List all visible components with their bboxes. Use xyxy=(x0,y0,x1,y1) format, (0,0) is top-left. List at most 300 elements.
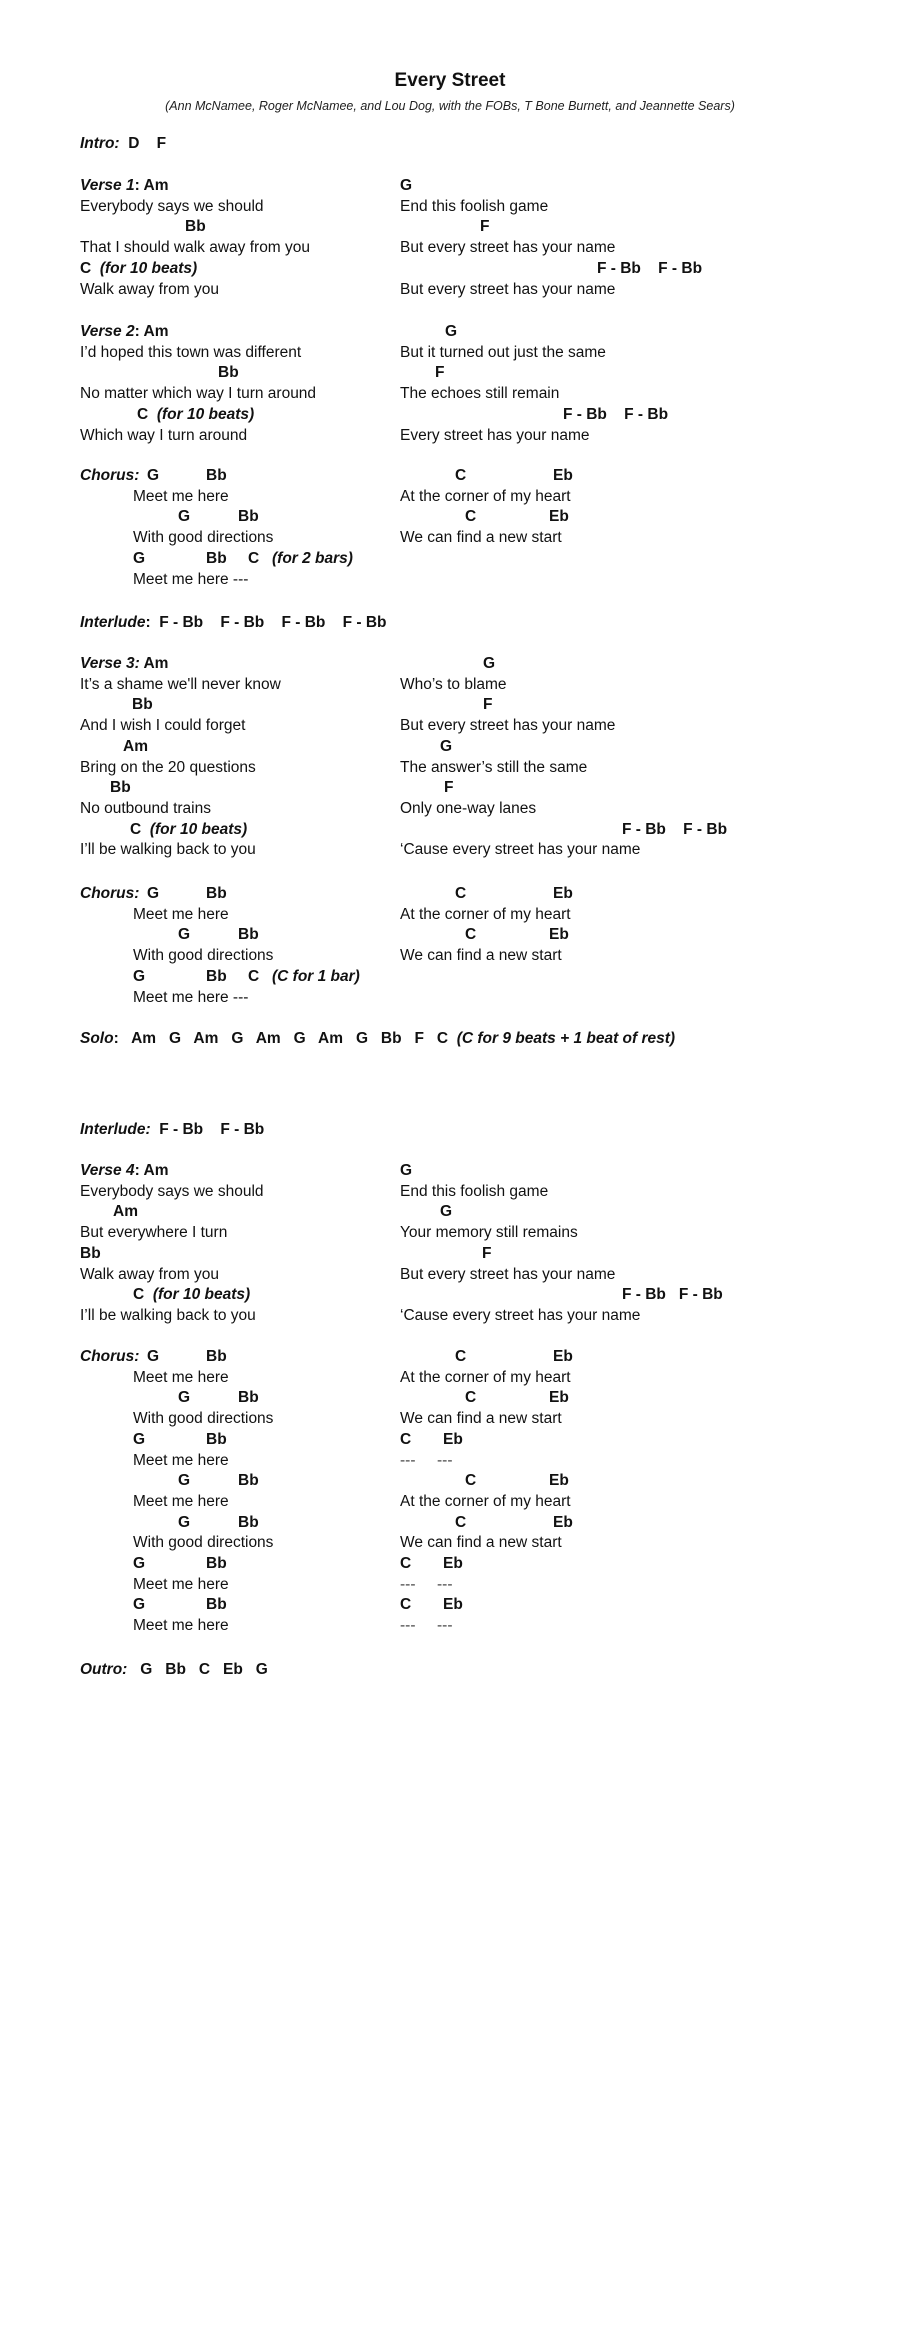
chord-text: C xyxy=(248,967,260,985)
chord xyxy=(465,1471,476,1491)
chord xyxy=(238,1471,259,1491)
chord-line xyxy=(80,259,197,279)
colon: : xyxy=(134,1162,140,1179)
colon: : xyxy=(113,1030,119,1047)
chord-line-text: F - Bb F - Bb xyxy=(563,405,669,423)
chord-text: C xyxy=(455,1348,467,1365)
chord-text: Eb xyxy=(553,467,573,484)
lyric-line xyxy=(400,1223,578,1243)
chord-text: C xyxy=(465,508,477,526)
chord-text: Bb xyxy=(206,967,227,985)
chord xyxy=(238,925,259,945)
chord-text: Eb xyxy=(443,1430,463,1448)
chord-line-text: F - Bb F - Bb xyxy=(622,1286,723,1304)
lyric-line-text: No outbound trains xyxy=(80,799,211,817)
chord-text: Eb xyxy=(443,1555,463,1572)
chord-note: (for 10 beats) xyxy=(91,259,198,277)
chord-line-text: F xyxy=(480,218,490,236)
chord-line xyxy=(132,695,153,715)
chord-text: C xyxy=(400,1430,412,1448)
section-label-text: Chorus: xyxy=(80,1348,140,1365)
lyric-line-text: We can find a new start xyxy=(400,1410,562,1428)
lyric-line xyxy=(400,384,559,404)
lyric-line-text: At the corner of my heart xyxy=(400,1492,571,1510)
chord-line-text: F xyxy=(483,696,493,714)
chord-line xyxy=(400,176,412,196)
lyric-line-text: But every street has your name xyxy=(400,1265,616,1283)
lyric-line xyxy=(133,988,248,1008)
verse2-label-line xyxy=(80,322,168,342)
lyric-line xyxy=(400,1182,548,1202)
lyric-line xyxy=(80,716,245,736)
solo-chord: Am xyxy=(118,1030,157,1047)
rest-marks xyxy=(400,1451,453,1471)
chord-note xyxy=(272,549,353,569)
lyric-line-text: Meet me here --- xyxy=(133,570,249,588)
chord-line xyxy=(80,1244,101,1264)
verse1-label-line xyxy=(80,176,168,196)
lyric-line xyxy=(133,946,273,966)
lyric-line-text: Who’s to blame xyxy=(400,675,507,693)
chord-line-text: F xyxy=(482,1244,492,1262)
lyric-line xyxy=(133,1409,273,1429)
lyric-line xyxy=(400,280,615,300)
chord xyxy=(553,1347,573,1367)
chord xyxy=(206,1554,227,1574)
section-label: Verse 2 xyxy=(80,323,135,340)
lyric-line-text: Meet me here --- xyxy=(133,988,249,1006)
lyric-line xyxy=(133,1492,229,1512)
lyric-line xyxy=(80,197,264,217)
lyric-line-text: With good directions xyxy=(133,529,274,547)
chord-text: C xyxy=(455,1513,467,1531)
lyric-line-text: We can find a new start xyxy=(400,1534,562,1552)
chord xyxy=(133,549,145,569)
chord-text: G xyxy=(178,508,191,526)
lyric-line xyxy=(400,487,571,507)
chord xyxy=(206,1595,227,1615)
chord-text: G xyxy=(133,1596,146,1614)
chord-line xyxy=(563,405,668,425)
chord xyxy=(238,1388,259,1408)
lyric-line xyxy=(400,426,590,446)
chord-line xyxy=(110,778,131,798)
solo-chord: Am xyxy=(305,1030,344,1047)
lyric-line-text: Bring on the 20 questions xyxy=(80,758,256,776)
lyric-line-text: Walk away from you xyxy=(80,280,219,298)
lyric-line xyxy=(400,1306,640,1326)
chord xyxy=(553,466,573,486)
lyric-line xyxy=(133,570,248,590)
chord-note: (for 10 beats) xyxy=(141,820,248,838)
lyric-line xyxy=(80,758,256,778)
lyric-line xyxy=(400,238,615,258)
lyric-line xyxy=(80,238,310,258)
chord-line-text: G xyxy=(400,177,413,194)
section-label xyxy=(80,466,139,486)
lyric-line-text: Your memory still remains xyxy=(400,1224,578,1242)
lyric-line xyxy=(80,799,211,819)
chord-text: Eb xyxy=(553,885,573,902)
lyric-line-text: And I wish I could forget xyxy=(80,717,246,735)
lyric-line xyxy=(80,1182,264,1202)
chord-text: G xyxy=(178,926,191,944)
chord-text: Eb xyxy=(443,1596,463,1614)
chord-line-text: G xyxy=(400,1162,413,1179)
chord-line xyxy=(435,363,444,383)
chord xyxy=(465,1388,476,1408)
chord: C xyxy=(130,820,142,838)
chord-text: Eb xyxy=(553,1348,573,1365)
chord-text: G xyxy=(133,967,146,985)
chord: Bb xyxy=(132,696,153,714)
chord-text: C xyxy=(455,885,467,902)
chord-line-text: F xyxy=(435,364,445,382)
lyric-line xyxy=(80,343,301,363)
chord: Am xyxy=(139,1162,169,1179)
chord: C xyxy=(133,1286,145,1304)
lyric-line xyxy=(133,1575,229,1595)
chord-line-text: G xyxy=(440,737,453,755)
chord-text: Bb xyxy=(206,1596,227,1614)
lyric-line-text: Walk away from you xyxy=(80,1265,219,1283)
chord-text: C xyxy=(465,1472,477,1490)
lyric-line-text: Only one-way lanes xyxy=(400,799,537,817)
lyric-line xyxy=(80,1223,227,1243)
song-credits: (Ann McNamee, Roger McNamee, and Lou Dog, with the FOBs, T Bone Burnett, and Jeannette Sears) xyxy=(165,99,735,113)
outro-chord: C xyxy=(185,1661,211,1678)
chord-text: C xyxy=(400,1596,412,1614)
lyric-line xyxy=(133,528,273,548)
lyric-line-text: That I should walk away from you xyxy=(80,239,311,257)
chord xyxy=(455,1347,466,1367)
chord-text: Bb xyxy=(238,1472,259,1490)
chord xyxy=(465,925,476,945)
lyric-line xyxy=(80,280,219,300)
lyric-line xyxy=(400,343,606,363)
chord xyxy=(178,1388,190,1408)
lyric-line-text: But everywhere I turn xyxy=(80,1224,228,1242)
chord-note xyxy=(272,967,360,987)
chord xyxy=(400,1430,411,1450)
chord: C xyxy=(80,259,92,277)
solo-chord: Am xyxy=(181,1030,219,1047)
lyric-line xyxy=(400,946,562,966)
chord: Am xyxy=(113,1203,138,1221)
chord xyxy=(455,884,466,904)
lyric-line-text: The answer’s still the same xyxy=(400,758,588,776)
lyric-line xyxy=(80,840,256,860)
lyric-line xyxy=(400,716,615,736)
lyric-line xyxy=(133,487,229,507)
lyric-line-text: No matter which way I turn around xyxy=(80,385,317,403)
chord: Bb xyxy=(110,779,131,797)
chord xyxy=(238,507,259,527)
chord-line xyxy=(444,778,453,798)
chord xyxy=(248,549,259,569)
chord-text: Bb xyxy=(238,1513,259,1531)
lyric-line-text: But it turned out just the same xyxy=(400,343,606,361)
chord xyxy=(133,1430,145,1450)
chord-line-text: G xyxy=(440,1203,453,1221)
chord: Bb xyxy=(80,1244,101,1262)
chord-text: G xyxy=(178,1513,191,1531)
chord xyxy=(549,1471,569,1491)
section-label: Interlude xyxy=(80,614,146,631)
lyric-line xyxy=(400,1492,571,1512)
lyric-line-text: But every street has your name xyxy=(400,717,616,735)
lyric-line-text: We can find a new start xyxy=(400,947,562,965)
chord xyxy=(465,507,476,527)
lyric-line-text: Which way I turn around xyxy=(80,426,248,444)
verse4-label-line xyxy=(80,1161,168,1181)
lyric-line xyxy=(400,675,507,695)
lyric-line xyxy=(400,905,571,925)
chord-line xyxy=(113,1202,138,1222)
chord xyxy=(147,466,159,486)
solo-chord: G xyxy=(280,1030,306,1047)
chord xyxy=(178,1513,190,1533)
section-label-text: Chorus: xyxy=(80,467,140,484)
chord xyxy=(549,1388,569,1408)
chord-text: Eb xyxy=(549,1389,569,1407)
chord xyxy=(133,1554,145,1574)
lyric-line-text: Meet me here xyxy=(133,1368,229,1386)
section-label-text: Chorus: xyxy=(80,885,140,902)
outro-chord: G xyxy=(242,1661,268,1678)
section-label: Outro: xyxy=(80,1661,128,1678)
lyric-line xyxy=(80,426,247,446)
lyric-line-text: I’d hoped this town was different xyxy=(80,343,302,361)
chord-text: Eb xyxy=(549,1472,569,1490)
chord xyxy=(553,884,573,904)
chord: Am xyxy=(139,177,169,194)
lyric-line-text: End this foolish game xyxy=(400,1182,549,1200)
lyric-line-text: ‘Cause every street has your name xyxy=(400,1306,641,1324)
chord-text: Bb xyxy=(206,1430,227,1448)
outro-chord: Eb xyxy=(210,1661,243,1678)
chord-line xyxy=(480,217,489,237)
intro-chords: D F xyxy=(119,135,167,152)
lyric-line xyxy=(400,1265,615,1285)
lyric-line-text: With good directions xyxy=(133,1534,274,1552)
lyric-line-text: The echoes still remain xyxy=(400,385,560,403)
chord-text: Bb xyxy=(206,885,227,902)
lyric-line-text: ‘Cause every street has your name xyxy=(400,841,641,859)
chord-text: G xyxy=(178,1472,191,1490)
lyric-line xyxy=(80,384,316,404)
solo-chord: G xyxy=(218,1030,244,1047)
chord-note: (for 10 beats) xyxy=(148,405,255,423)
lyric-line xyxy=(133,1616,229,1636)
chord-line xyxy=(445,322,457,342)
chord xyxy=(455,1513,466,1533)
chord: Bb xyxy=(185,218,206,236)
chord xyxy=(206,1347,227,1367)
solo-chord: G xyxy=(343,1030,369,1047)
chord-text: Bb xyxy=(206,1348,227,1365)
chord-line xyxy=(123,737,148,757)
lyric-line-text: At the corner of my heart xyxy=(400,1368,571,1386)
chord-text: G xyxy=(147,467,160,484)
chord-text: C xyxy=(465,1389,477,1407)
chord-line-text: G xyxy=(483,655,496,672)
chord xyxy=(206,549,227,569)
lyric-line-text: At the corner of my heart xyxy=(400,487,571,505)
lyric-line xyxy=(80,1306,256,1326)
chord-line xyxy=(218,363,239,383)
interlude-chords: F - Bb F - Bb xyxy=(150,1121,265,1138)
chord-text: G xyxy=(147,885,160,902)
lyric-line-text: Meet me here xyxy=(133,1575,229,1593)
chord xyxy=(133,1595,145,1615)
lyric-line xyxy=(400,1409,562,1429)
lyric-line xyxy=(400,1368,571,1388)
chord-line-text: F - Bb F - Bb xyxy=(622,820,728,838)
lyric-line-text: At the corner of my heart xyxy=(400,905,571,923)
rest-marks xyxy=(400,1616,453,1636)
lyric-line xyxy=(133,1451,229,1471)
chord-text: G xyxy=(133,1430,146,1448)
section-label: Solo xyxy=(80,1030,114,1047)
interlude-line xyxy=(80,1120,264,1140)
chord-text: Bb xyxy=(238,1389,259,1407)
outro-chord: G xyxy=(127,1661,153,1678)
solo-line xyxy=(80,1029,675,1049)
section-label xyxy=(80,1347,139,1367)
chord-text: G xyxy=(178,1389,191,1407)
rest-marks-text: --- --- xyxy=(400,1617,453,1635)
chord-line xyxy=(137,405,254,425)
chord-text: Bb xyxy=(206,1555,227,1572)
chord-line xyxy=(440,737,452,757)
chord-text: Eb xyxy=(549,508,569,526)
chord-text: Bb xyxy=(206,549,227,567)
chord xyxy=(238,1513,259,1533)
chord-text: Bb xyxy=(206,467,227,484)
lyric-line xyxy=(133,1533,273,1553)
chord-line xyxy=(440,1202,452,1222)
chord-text: Eb xyxy=(553,1513,573,1531)
section-label xyxy=(80,884,139,904)
chord xyxy=(400,1554,411,1574)
rest-marks xyxy=(400,1575,453,1595)
lyric-line-text: I’ll be walking back to you xyxy=(80,841,256,859)
chord: Am xyxy=(123,737,148,755)
chord xyxy=(443,1595,463,1615)
chord xyxy=(206,466,227,486)
chord xyxy=(248,967,259,987)
chord xyxy=(400,1595,411,1615)
lyric-line-text: Everybody says we should xyxy=(80,197,264,215)
chord-note-text: (for 2 bars) xyxy=(272,549,353,567)
chord xyxy=(147,1347,159,1367)
lyric-line xyxy=(400,840,640,860)
chord xyxy=(178,1471,190,1491)
chord xyxy=(553,1513,573,1533)
chord: Bb xyxy=(218,364,239,382)
chord-line xyxy=(130,820,247,840)
lyric-line xyxy=(400,1533,562,1553)
chord xyxy=(549,925,569,945)
chord-text: Bb xyxy=(238,926,259,944)
lyric-line xyxy=(400,799,536,819)
chord xyxy=(443,1430,463,1450)
lyric-line-text: With good directions xyxy=(133,1410,274,1428)
verse3-label-line xyxy=(80,654,168,674)
lyric-line-text: Meet me here xyxy=(133,905,229,923)
lyric-line xyxy=(80,1265,219,1285)
section-label: Interlude: xyxy=(80,1121,151,1138)
chord-line xyxy=(482,1244,491,1264)
lyric-line-text: But every street has your name xyxy=(400,280,616,298)
chord-line xyxy=(622,1285,723,1305)
chord xyxy=(455,466,466,486)
lyric-line-text: Every street has your name xyxy=(400,426,590,444)
lyric-line xyxy=(133,1368,229,1388)
solo-chord: F xyxy=(401,1030,424,1047)
lyric-line-text: It’s a shame we'll never know xyxy=(80,675,281,693)
rest-marks-text: --- --- xyxy=(400,1575,453,1593)
chord-text: G xyxy=(133,549,146,567)
lyric-line xyxy=(80,675,281,695)
chord-line xyxy=(483,695,492,715)
solo-chord: Bb xyxy=(368,1030,402,1047)
solo-chord: C xyxy=(424,1030,449,1047)
chord: Am xyxy=(139,655,169,672)
rest-marks-text: --- --- xyxy=(400,1451,453,1469)
chord-line xyxy=(185,217,206,237)
chord-line xyxy=(597,259,702,279)
lyric-line-text: Meet me here xyxy=(133,487,229,505)
lyric-line-text: End this foolish game xyxy=(400,197,549,215)
chord-line xyxy=(133,1285,250,1305)
section-label: Verse 1 xyxy=(80,177,135,194)
chord-text: C xyxy=(465,926,477,944)
chord xyxy=(178,925,190,945)
chord-note: (for 10 beats) xyxy=(144,1286,251,1304)
colon: : xyxy=(134,323,140,340)
lyric-line-text: But every street has your name xyxy=(400,239,616,257)
chord-line-text: G xyxy=(445,323,458,340)
song-title: Every Street xyxy=(394,70,506,91)
solo-chord: Am xyxy=(243,1030,281,1047)
solo-chord: G xyxy=(156,1030,182,1047)
chord xyxy=(206,967,227,987)
lyric-line-text: Meet me here xyxy=(133,1451,229,1469)
chord: Am xyxy=(139,323,169,340)
chord xyxy=(133,967,145,987)
colon: : xyxy=(134,177,140,194)
chord-text: Eb xyxy=(549,926,569,944)
chord-line-text: F xyxy=(444,779,454,797)
interlude-line xyxy=(80,613,387,633)
chord xyxy=(549,507,569,527)
chord: C xyxy=(137,405,149,423)
lyric-line-text: I’ll be walking back to you xyxy=(80,1306,256,1324)
chord-line-text: F - Bb F - Bb xyxy=(597,259,703,277)
chord-text: C xyxy=(455,467,467,484)
lyric-line-text: Meet me here xyxy=(133,1617,229,1635)
chord-line xyxy=(483,654,495,674)
chord xyxy=(147,884,159,904)
lyric-line-text: Meet me here xyxy=(133,1492,229,1510)
chord-text: C xyxy=(248,549,260,567)
section-label: Verse 3: xyxy=(80,655,140,672)
interlude-chords: : F - Bb F - Bb F - Bb F - Bb xyxy=(145,614,387,631)
chord-line xyxy=(622,820,727,840)
lyric-line xyxy=(400,528,562,548)
